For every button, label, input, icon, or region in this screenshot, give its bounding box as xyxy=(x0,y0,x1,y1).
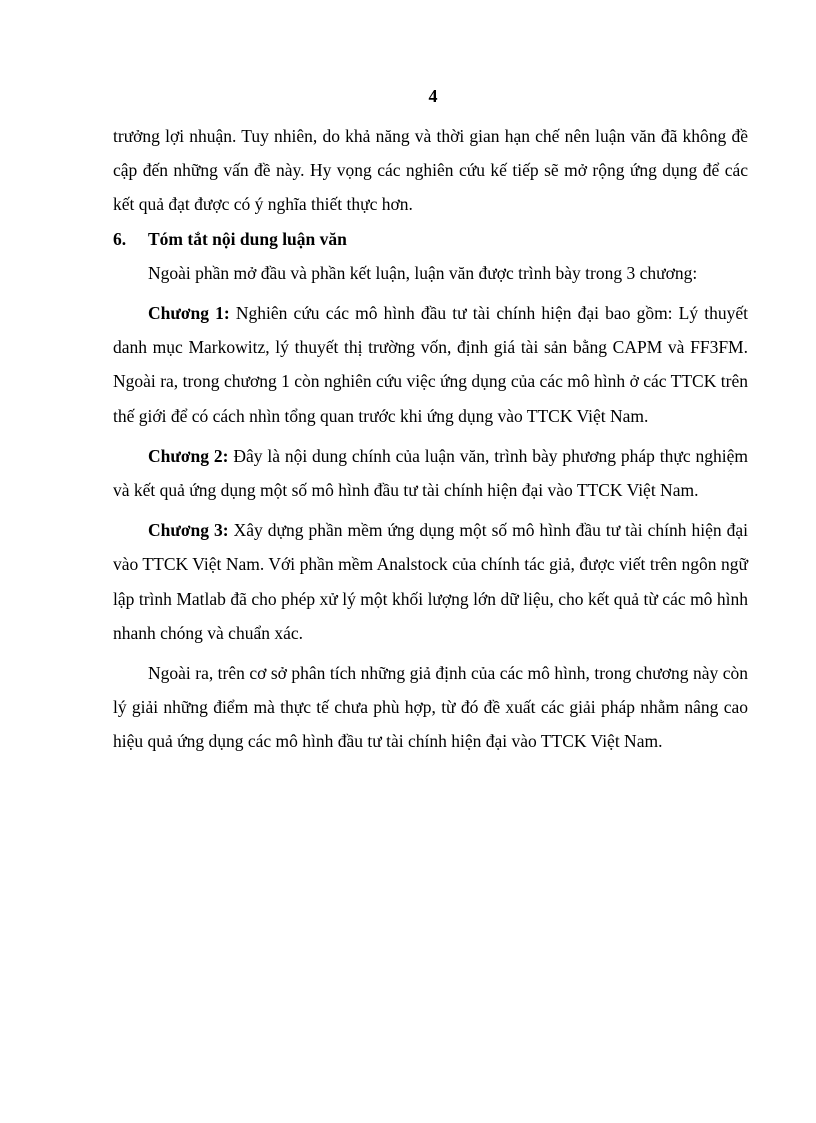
chapter-1-label: Chương 1: xyxy=(148,303,230,324)
section-heading xyxy=(113,222,748,256)
section-number: 6. xyxy=(113,228,127,249)
chapter-3-text: Xây dựng phần mềm ứng dụng một số mô hình đầu tư tài chính hiện đại vào TTCK Việt Nam. Với phần mềm Analstock của chính tác giả, được viết trên ngôn ngữ lập trình Matlab đã cho phép xử lý một khối lượng lớn dữ liệu, cho kết quả từ các mô hình nhanh chóng và chuẩn xác. xyxy=(113,520,748,643)
chapter-2-label: Chương 2: xyxy=(148,445,229,466)
document-body xyxy=(113,119,748,759)
paragraph-intro: Ngoài phần mở đầu và phần kết luận, luận văn được trình bày trong 3 chương: xyxy=(148,262,698,283)
paragraph-chapter-3 xyxy=(113,513,748,650)
paragraph-conclusion: Ngoài ra, trên cơ sở phân tích những giả định của các mô hình, trong chương này còn lý giải những điểm mà thực tế chưa phù hợp, từ đó đề xuất các giải pháp nhằm nâng cao hiệu quả ứng dụng các mô hình đầu tư tài chính hiện đại vào TTCK Việt Nam. xyxy=(113,663,748,752)
chapter-3-label: Chương 3: xyxy=(148,520,229,541)
section-title: Tóm tắt nội dung luận văn xyxy=(148,228,347,249)
chapter-1-text: Nghiên cứu các mô hình đầu tư tài chính hiện đại bao gồm: Lý thuyết danh mục Markowitz, lý thuyết thị trường vốn, định giá tài sản bằng CAPM và FF3FM. Ngoài ra, trong chương 1 còn nghiên cứu việc ứng dụng của các mô hình ở các TTCK trên thế giới để có cách nhìn tổng quan trước khi ứng dụng vào TTCK Việt Nam. xyxy=(113,303,748,426)
paragraph-continuation: trưởng lợi nhuận. Tuy nhiên, do khả năng và thời gian hạn chế nên luận văn đã không đề cập đến những vấn đề này. Hy vọng các nghiên cứu kế tiếp sẽ mở rộng ứng dụng để các kết quả đạt được có ý nghĩa thiết thực hơn. xyxy=(113,126,748,215)
paragraph-chapter-1 xyxy=(113,296,748,433)
chapter-2-text: Đây là nội dung chính của luận văn, trình bày phương pháp thực nghiệm và kết quả ứng dụng một số mô hình đầu tư tài chính hiện đại vào TTCK Việt Nam. xyxy=(113,445,749,501)
page-number: 4 xyxy=(428,86,438,106)
paragraph-chapter-2 xyxy=(113,439,748,507)
